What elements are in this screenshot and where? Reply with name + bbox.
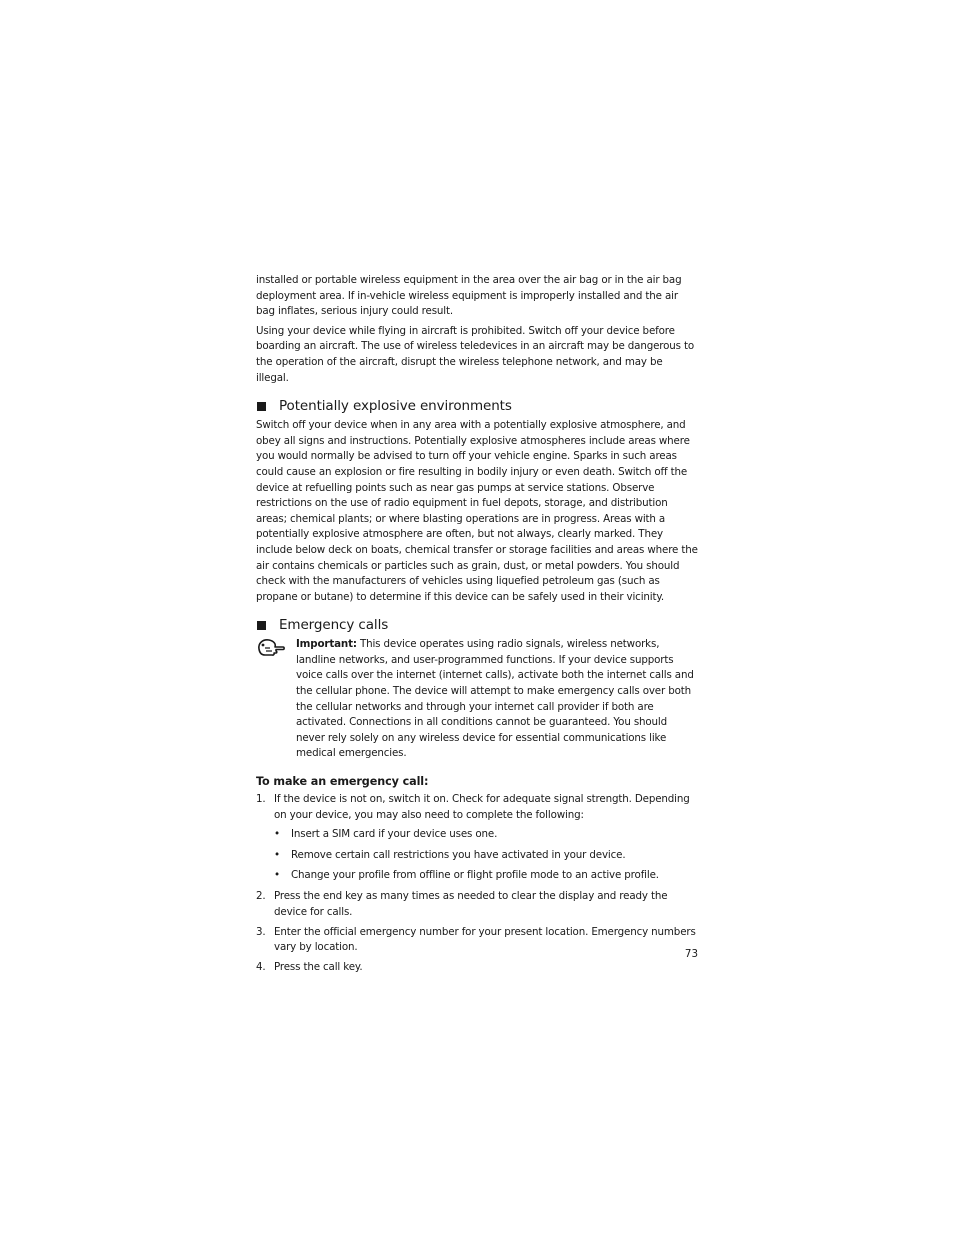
step-text: If the device is not on, switch it on. Check for adequate signal strength. Depending on your device, you may also need to complete the following:: [274, 793, 690, 821]
step-number: 4.: [256, 961, 266, 974]
emergency-steps-list: [256, 792, 698, 976]
list-item: [274, 827, 698, 843]
airbag-paragraph: installed or portable wireless equipment in the area over the air bag or in the air bag deployment area. If in-vehicle wireless equipment is improperly installed and the air bag inflates, serious injury could result.: [256, 274, 682, 318]
emergency-heading-text: Emergency calls: [279, 617, 389, 634]
list-item: [274, 868, 698, 884]
step-text: Enter the official emergency number for your present location. Emergency numbers vary by location.: [274, 925, 696, 954]
bullet-text: Remove certain call restrictions you have activated in your device.: [291, 848, 626, 861]
bullet-text: Insert a SIM card if your device uses one.: [291, 828, 498, 841]
bullet-text: Change your profile from offline or flight profile mode to an active profile.: [291, 869, 659, 882]
list-item: [256, 960, 698, 976]
step-text: Press the call key.: [274, 961, 363, 974]
emergency-section-heading: [256, 616, 698, 634]
step-number: 1.: [256, 793, 266, 806]
explosive-heading-text: Potentially explosive environments: [279, 398, 512, 415]
important-text-block: [296, 637, 698, 762]
bullet-dot-icon: •: [274, 869, 280, 882]
list-item: [274, 848, 698, 864]
page-content: [256, 273, 698, 980]
list-item: [256, 889, 698, 920]
bullet-dot-icon: •: [274, 848, 280, 861]
important-label: Important:: [296, 638, 357, 651]
step-number: 2.: [256, 890, 266, 902]
square-bullet-icon: [257, 402, 266, 411]
emergency-call-subheading: To make an emergency call:: [256, 775, 429, 789]
bullet-dot-icon: •: [274, 828, 280, 841]
step-number: 3.: [256, 925, 266, 938]
list-item: [256, 925, 698, 956]
step-sub-bullets: [274, 827, 698, 884]
important-text: This device operates using radio signals, wireless networks, landline networks, and user-programmed functions. If your device supports voice calls over the internet (internet calls), activate both the internet calls and the cellular phone. The device will attempt to make emergency calls over both the cellular networks and through your internet call provider if both are activated. Connections in all conditions cannot be guaranteed. You should never rely solely on any wireless device for essential communications like medical emergencies.: [296, 638, 694, 760]
explosive-paragraph: Switch off your device when in any area with a potentially explosive atmosphere, and obey all signs and instructions. Potentially explosive atmospheres include areas where you would normally be advised to turn off your vehicle engine. Sparks in such areas could cause an explosion or fire resulting in bodily injury or even death. Switch off the device at refuelling points such as near gas pumps at service stations. Observe restrictions on the use of radio equipment in fuel depots, storage, and distribution areas; chemical plants; or where blasting operations are in progress. Areas with a potentially explosive atmosphere are often, but not always, clearly marked. They include below deck on boats, chemical transfer or storage facilities and areas where the air contains chemicals or particles such as grain, dust, or metal powders. You should check with the manufacturers of vehicles using liquefied petroleum gas (such as propane or butane) to determine if this device can be safely used in their vicinity.: [256, 419, 698, 603]
square-bullet-icon: [257, 621, 266, 630]
step-text: Press the end key as many times as needed to clear the display and ready the device for calls.: [274, 890, 668, 918]
page-number: 73: [684, 948, 698, 960]
explosive-section-heading: [256, 397, 698, 415]
important-note: [256, 637, 698, 762]
important-hand-icon: [256, 637, 286, 657]
aircraft-paragraph: Using your device while flying in aircraft is prohibited. Switch off your device before boarding an aircraft. The use of wireless teledevices in an aircraft may be dangerous to the operation of the aircraft, disrupt the wireless telephone network, and may be illegal.: [256, 324, 695, 384]
list-item: [256, 792, 698, 884]
